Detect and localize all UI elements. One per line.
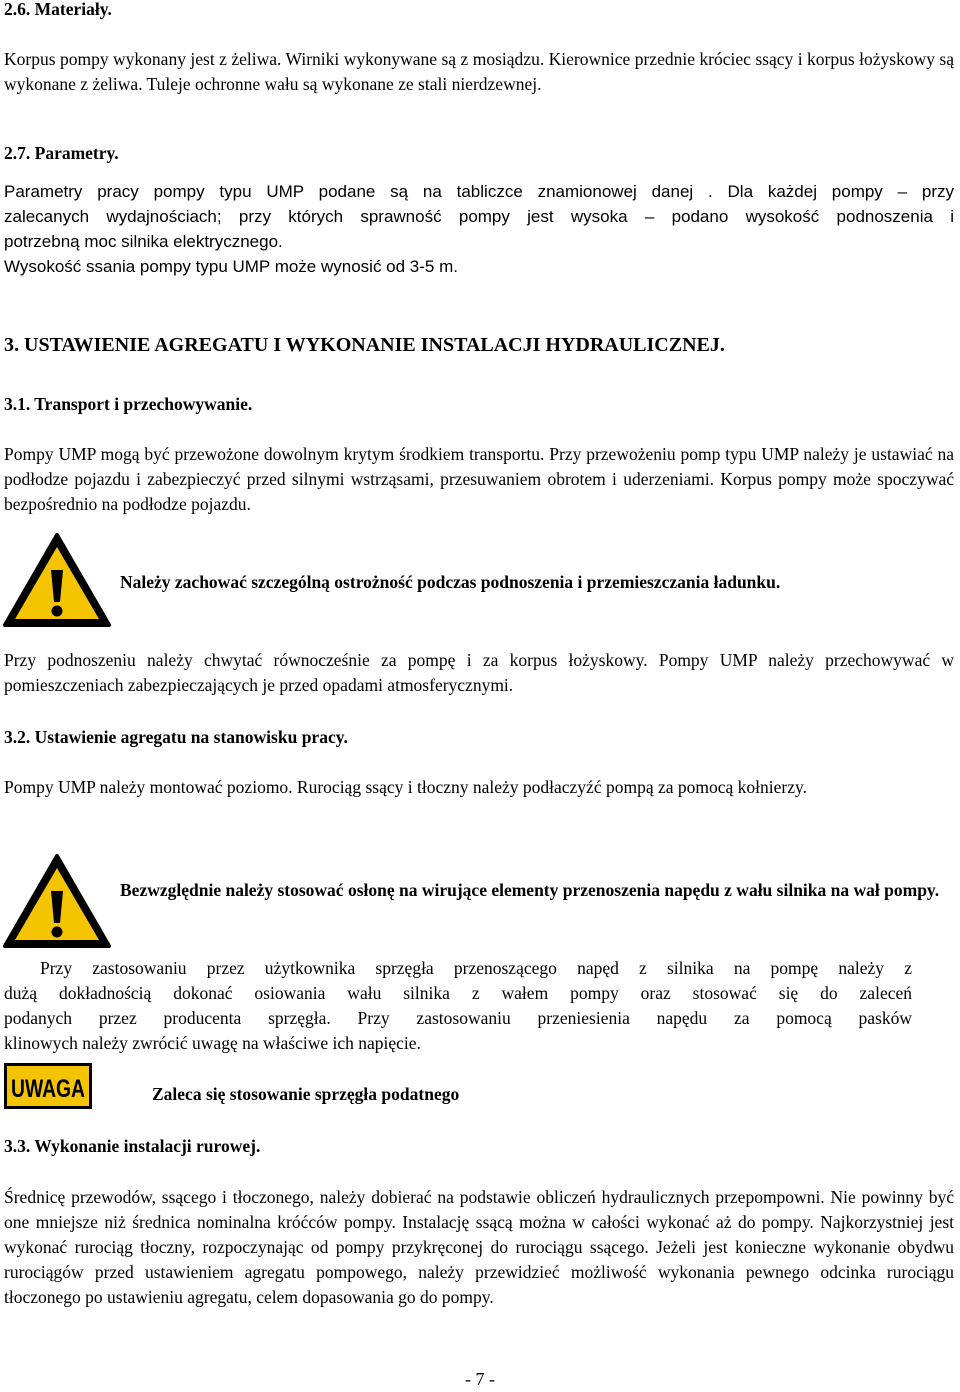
section-3-1-heading: 3.1. Transport i przechowywanie. [4, 394, 253, 414]
section-2-7-line: zalecanych wydajnościach; przy których sprawność pompy jest wysoka – podano wysokość podnoszenia i [4, 207, 954, 226]
section-2-7-heading: 2.7. Parametry. [4, 143, 119, 163]
section-2-7-paragraph [4, 179, 954, 279]
chapter-3-heading: 3. USTAWIENIE AGREGATU I WYKONANIE INSTALACJI HYDRAULICZNEJ. [4, 334, 725, 356]
section-3-2-paragraph: Pompy UMP należy montować poziomo. Rurociąg ssący i tłoczny należy podłaczyźć pompą za pomocą kołnierzy. [4, 777, 807, 797]
section-3-2-coupling-paragraph [4, 956, 912, 1056]
section-3-3-paragraph: Średnicę przewodów, ssącego i tłoczonego, należy dobierać na podstawie obliczeń hydraulicznych przepompowni. Nie powinny być one mniejsze niż średnica nominalna króćców pompy. Instalację ssącą można w całości wykonać aż do pompy. Najkorzystniej jest wykonać rurociąg tłoczny, rozpoczynając od pompy przykręconej do rurociągu ssącego. Jeżeli jest konieczne wykonanie obydwu rurociągów przed ustawieniem agregatu pompowego, należy przewidzieć możliwość wykonania pewnego odcinka rurociągu tłoczonego po ustawieniu agregatu, celem dopasowania go do pompy. [4, 1187, 954, 1307]
coupling-line: klinowych należy zwrócić uwagę na właściwe ich napięcie. [4, 1033, 421, 1053]
warning-triangle-icon [2, 853, 112, 949]
section-3-1-paragraph: Pompy UMP mogą być przewożone dowolnym krytym środkiem transportu. Przy przewożeniu pomp typu UMP należy je ustawiać na podłodze pojazdu i zabezpieczyć przed silnymi wstrząsami, przesuwaniem obrotem i uderzeniami. Korpus pompy może spoczywać bezpośrednio na podłodze pojazdu. [4, 444, 954, 514]
uwaga-label-text: UWAGA [11, 1075, 85, 1103]
section-2-6-heading: 2.6. Materiały. [4, 0, 112, 19]
uwaga-label-icon [4, 1063, 92, 1109]
section-3-2-note: Zaleca się stosowanie sprzęgła podatnego [152, 1084, 460, 1104]
section-3-1-paragraph-2: Przy podnoszeniu należy chwytać równocześnie za pompę i za korpus łożyskowy. Pompy UMP należy przechowywać w pomieszczeniach zabezpieczających je przed opadami atmosferycznymi. [4, 650, 954, 695]
warning-triangle-icon [2, 532, 112, 628]
section-3-3-heading: 3.3. Wykonanie instalacji rurowej. [4, 1136, 261, 1156]
section-2-7-line: potrzebną moc silnika elektrycznego. [4, 232, 283, 251]
coupling-line: dużą dokładnością dokonać osiowania wału silnika z wałem pompy oraz stosować się do zaleceń [4, 983, 912, 1003]
section-3-1-warning-text: Należy zachować szczególną ostrożność podczas podnoszenia i przemieszczania ładunku. [120, 572, 781, 592]
coupling-line: Przy zastosowaniu przez użytkownika sprzęgła przenoszącego napęd z silnika na pompę należy z [40, 958, 912, 978]
section-2-6-paragraph: Korpus pompy wykonany jest z żeliwa. Wirniki wykonywane są z mosiądzu. Kierownice przednie króciec ssący i korpus łożyskowy są wykonane z żeliwa. Tuleje ochronne wału są wykonane ze stali nierdzewnej. [4, 49, 954, 94]
page-number: - 7 - [465, 1369, 495, 1389]
section-3-2-heading: 3.2. Ustawienie agregatu na stanowisku pracy. [4, 727, 348, 747]
section-2-7-line: Wysokość ssania pompy typu UMP może wynosić od 3-5 m. [4, 257, 458, 276]
coupling-line: podanych przez producenta sprzęgła. Przy zastosowaniu przeniesienia napędu za pomocą pasków [4, 1008, 912, 1028]
section-2-7-line: Parametry pracy pompy typu UMP podane są na tabliczce znamionowej danej . Dla każdej pompy – przy [4, 182, 954, 201]
section-3-2-warning-text: Bezwzględnie należy stosować osłonę na wirujące elementy przenoszenia napędu z wału silnika na wał pompy. [120, 880, 940, 900]
